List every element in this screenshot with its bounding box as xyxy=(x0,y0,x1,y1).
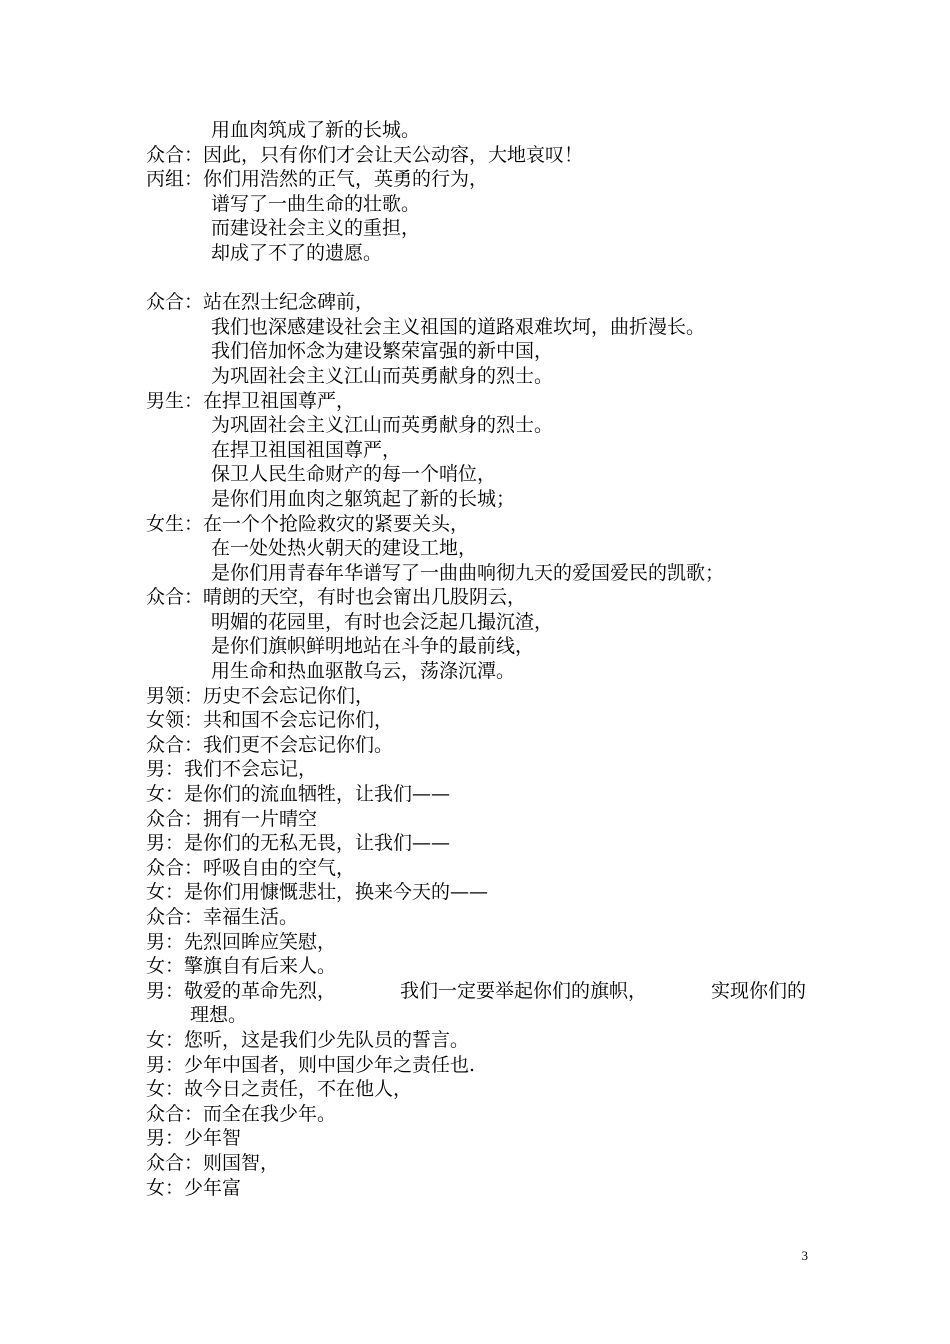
line-text: 晴朗的天空，有时也会甯出几股阴云， xyxy=(203,586,527,609)
speaker-label: 男： xyxy=(146,758,185,781)
line-text: 保卫人民生命财产的每一个哨位， xyxy=(211,463,497,486)
script-line xyxy=(146,684,816,709)
speaker-label: 男生： xyxy=(146,389,204,412)
line-text: 因此，只有你们才会让天公动容，大地哀叹！ xyxy=(203,143,584,166)
speaker-label: 众合： xyxy=(146,733,204,756)
script-line xyxy=(146,757,816,782)
speaker-label: 丙组： xyxy=(146,168,204,191)
line-text: 明媚的花园里，有时也会泛起几撮沉渣， xyxy=(211,610,554,633)
script-line xyxy=(146,536,816,561)
line-text: 则国智， xyxy=(203,1151,280,1174)
speaker-label: 女： xyxy=(146,1028,185,1051)
line-text: 用生命和热血驱散乌云，荡涤沉潭。 xyxy=(211,660,516,683)
speaker-label: 女领： xyxy=(146,709,204,732)
speaker-label: 女： xyxy=(146,783,185,806)
line-text: 站在烈士纪念碑前， xyxy=(203,291,375,314)
script-line xyxy=(146,1003,816,1028)
script-line xyxy=(146,807,816,832)
line-text: 您听，这是我们少先队员的誓言。 xyxy=(184,1028,470,1051)
script-line xyxy=(146,1126,816,1151)
script-line xyxy=(146,610,816,635)
script-line xyxy=(146,659,816,684)
line-text: 你们用浩然的正气，英勇的行为， xyxy=(203,168,489,191)
line-text: 我们也深感建设社会主义祖国的道路艰难坎坷，曲折漫长。 xyxy=(211,315,706,338)
script-line xyxy=(146,290,816,315)
line-text: 故今日之责任，不在他人， xyxy=(184,1078,413,1101)
line-text: 在捍卫祖国祖国尊严， xyxy=(211,438,402,461)
script-line xyxy=(146,216,816,241)
script-line xyxy=(146,512,816,537)
line-text: 我们不会忘记， xyxy=(184,758,318,781)
script-line xyxy=(146,880,816,905)
line-text: 是你们用青春年华谱写了一曲曲响彻九天的爱国爱民的凯歌； xyxy=(211,561,725,584)
script-line xyxy=(146,733,816,758)
speaker-label: 男： xyxy=(146,1127,185,1150)
line-text: 是你们用慷慨悲壮，换来今天的—— xyxy=(184,881,489,904)
line-text: 是你们的流血牺牲，让我们—— xyxy=(184,783,451,806)
script-line xyxy=(146,905,816,930)
speaker-label: 众合： xyxy=(146,906,204,928)
script-line xyxy=(146,1176,816,1201)
script-line xyxy=(146,315,816,340)
script-line xyxy=(146,1077,816,1102)
speaker-label: 众合： xyxy=(146,1102,204,1125)
script-line xyxy=(146,561,816,586)
script-line xyxy=(146,1028,816,1053)
line-text: 却成了不了的遗愿。 xyxy=(211,241,383,264)
speaker-label: 男： xyxy=(146,832,185,855)
line-segment: 我们一定要举起你们的旗帜， xyxy=(399,979,647,1002)
blank-line xyxy=(146,266,816,291)
speaker-label: 众合： xyxy=(146,291,204,314)
line-text: 而全在我少年。 xyxy=(203,1102,337,1125)
line-text: 谱写了一曲生命的壮歌。 xyxy=(211,192,421,215)
speaker-label: 众合： xyxy=(146,856,204,879)
script-line xyxy=(146,192,816,217)
script-line xyxy=(146,979,806,1004)
script-line xyxy=(146,930,816,955)
line-text: 幸福生活。 xyxy=(203,906,299,928)
script-line xyxy=(146,413,816,438)
line-text: 为巩固社会主义江山而英勇献身的烈士。 xyxy=(211,364,554,387)
line-text: 在一处处热火朝天的建设工地， xyxy=(211,537,478,560)
line-segment: 男：敬爱的革命先烈， xyxy=(146,979,337,1002)
script-line xyxy=(146,438,816,463)
line-text: 先烈回眸应笑慰， xyxy=(184,930,337,953)
speaker-label: 女： xyxy=(146,955,185,978)
speaker-label: 众合： xyxy=(146,586,204,609)
script-line xyxy=(146,364,816,389)
line-text: 少年智 xyxy=(184,1127,242,1150)
script-line xyxy=(146,487,816,512)
line-text: 用血肉筑成了新的长城。 xyxy=(211,119,421,141)
line-text: 理想。 xyxy=(190,1004,248,1027)
script-line xyxy=(146,462,816,487)
script-line xyxy=(146,389,816,414)
script-line xyxy=(146,634,816,659)
script-line xyxy=(146,118,816,143)
script-line xyxy=(146,585,816,610)
line-text: 在一个个抢险救灾的紧要关头， xyxy=(203,512,470,535)
page-number: 3 xyxy=(801,1248,808,1263)
script-line xyxy=(146,831,816,856)
speaker-label: 女： xyxy=(146,881,185,904)
script-line xyxy=(146,856,816,881)
script-line xyxy=(146,339,816,364)
line-text: 而建设社会主义的重担， xyxy=(211,217,421,240)
script-line xyxy=(146,708,816,733)
line-text: 我们倍加怀念为建设繁荣富强的新中国， xyxy=(211,340,554,363)
speaker-label: 众合： xyxy=(146,143,204,166)
script-line xyxy=(146,954,816,979)
script-line xyxy=(146,1053,816,1078)
line-text: 呼吸自由的空气， xyxy=(203,856,356,879)
line-text: 我们更不会忘记你们。 xyxy=(203,733,394,756)
line-text: 是你们的无私无畏，让我们—— xyxy=(184,832,451,855)
script-line xyxy=(146,782,816,807)
script-line xyxy=(146,241,816,266)
line-text: 拥有一片晴空 xyxy=(203,807,318,830)
script-line xyxy=(146,1151,816,1176)
speaker-label: 众合： xyxy=(146,1151,204,1174)
script-line xyxy=(146,1102,816,1127)
line-text: 少年富 xyxy=(184,1176,242,1199)
script-line xyxy=(146,167,816,192)
speaker-label: 男： xyxy=(146,930,185,953)
line-text: 少年中国者，则中国少年之责任也. xyxy=(184,1053,476,1076)
recitation-script xyxy=(146,118,816,1200)
line-text: 共和国不会忘记你们， xyxy=(203,709,394,732)
speaker-label: 女生： xyxy=(146,512,204,535)
speaker-label: 男领： xyxy=(146,684,204,707)
speaker-label: 女： xyxy=(146,1078,185,1101)
speaker-label: 男： xyxy=(146,1053,185,1076)
speaker-label: 女： xyxy=(146,1176,185,1199)
line-text: 擎旗自有后来人。 xyxy=(184,955,337,978)
line-text: 是你们旗帜鲜明地站在斗争的最前线， xyxy=(211,635,535,658)
line-text: 是你们用血肉之躯筑起了新的长城； xyxy=(211,487,516,510)
line-text: 历史不会忘记你们， xyxy=(203,684,375,707)
line-text: 在捍卫祖国尊严， xyxy=(203,389,356,412)
speaker-label: 众合： xyxy=(146,807,204,830)
line-segment: 实现你们的 xyxy=(710,979,806,1002)
line-text: 为巩固社会主义江山而英勇献身的烈士。 xyxy=(211,414,554,437)
script-line xyxy=(146,143,816,168)
